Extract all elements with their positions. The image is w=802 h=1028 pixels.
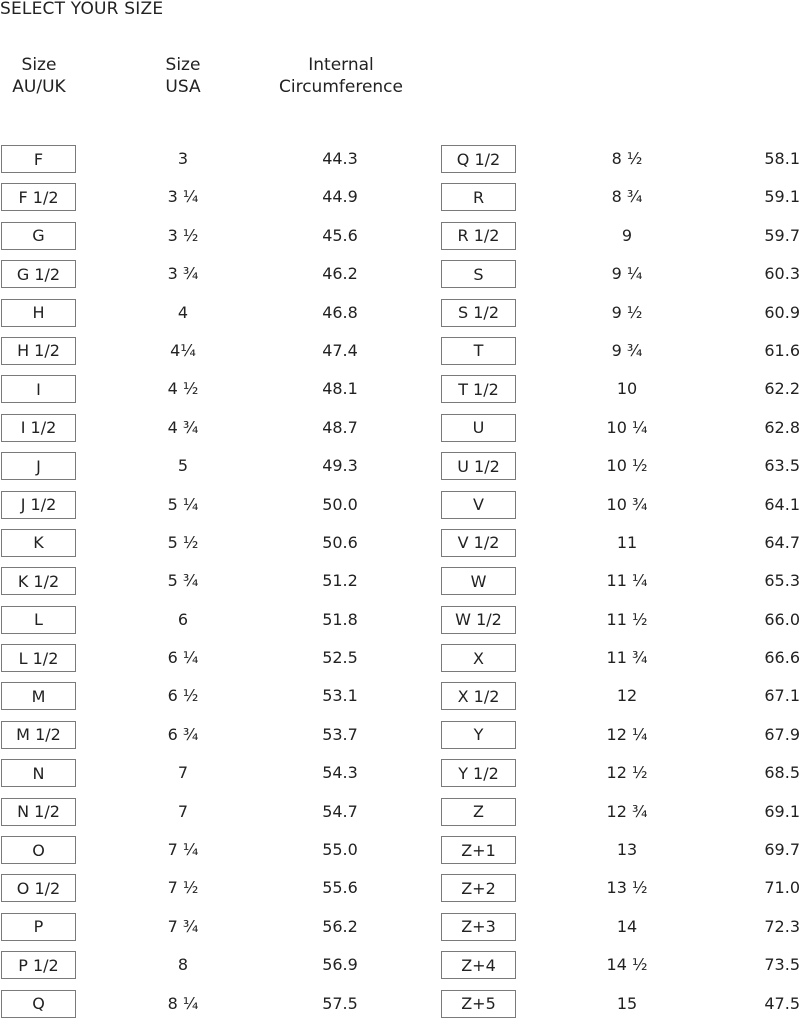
size-option-button[interactable]: Z+5	[441, 990, 516, 1018]
internal-circumference-value: 62.8	[764, 417, 800, 437]
internal-circumference-value: 57.5	[322, 993, 358, 1013]
size-option-button[interactable]: G 1/2	[1, 260, 76, 288]
size-usa-value: 9 ¾	[611, 340, 643, 360]
size-usa-value: 4	[177, 302, 189, 322]
size-option-button[interactable]: X 1/2	[441, 682, 516, 710]
size-option-button[interactable]: T	[441, 337, 516, 365]
size-option-button[interactable]: V 1/2	[441, 529, 516, 557]
size-usa-value: 12 ½	[606, 763, 648, 783]
size-option-button[interactable]: P	[1, 913, 76, 941]
internal-circumference-value: 52.5	[322, 648, 358, 668]
size-option-button[interactable]: Y	[441, 721, 516, 749]
size-usa-value: 12	[616, 686, 638, 706]
size-usa-value: 13	[616, 840, 638, 860]
internal-circumference-value: 56.2	[322, 916, 358, 936]
internal-circumference-value: 54.7	[322, 801, 358, 821]
size-usa-value: 3 ¼	[167, 187, 199, 207]
header-size-au-uk-line1: Size	[21, 55, 57, 75]
header-size-usa	[148, 54, 218, 98]
internal-circumference-value: 45.6	[322, 225, 358, 245]
size-usa-value: 14	[616, 916, 638, 936]
size-option-button[interactable]: P 1/2	[1, 951, 76, 979]
internal-circumference-value: 73.5	[764, 955, 800, 975]
internal-circumference-value: 47.5	[764, 993, 800, 1013]
internal-circumference-value: 72.3	[764, 916, 800, 936]
size-usa-value: 8 ½	[611, 149, 643, 168]
size-usa-value: 6	[177, 609, 189, 629]
size-usa-value: 4 ¾	[167, 417, 199, 437]
internal-circumference-value: 59.1	[764, 187, 800, 207]
size-option-button[interactable]: J	[1, 452, 76, 480]
size-option-button[interactable]: F 1/2	[1, 183, 76, 211]
size-option-button[interactable]: X	[441, 644, 516, 672]
size-usa-value: 13 ½	[606, 878, 648, 898]
internal-circumference-value: 48.1	[322, 379, 358, 399]
size-usa-value: 10	[616, 379, 638, 399]
internal-circumference-value: 50.0	[322, 494, 358, 514]
size-usa-value: 6 ¼	[167, 648, 199, 668]
size-usa-value: 11	[616, 532, 638, 552]
size-option-button[interactable]: F	[1, 145, 76, 173]
internal-circumference-value: 47.4	[322, 340, 358, 360]
size-option-button[interactable]: U 1/2	[441, 452, 516, 480]
size-option-button[interactable]: W	[441, 567, 516, 595]
header-circumference-line1: Internal	[308, 55, 374, 75]
size-usa-value: 14 ½	[606, 955, 648, 975]
size-usa-value: 10 ½	[606, 456, 648, 476]
size-usa-value: 8 ¼	[167, 993, 199, 1013]
size-usa-value: 5 ¾	[167, 571, 199, 591]
size-usa-value: 9 ½	[611, 302, 643, 322]
size-option-button[interactable]: Q	[1, 990, 76, 1018]
internal-circumference-value: 51.2	[322, 571, 358, 591]
internal-circumference-value: 66.6	[764, 648, 800, 668]
size-usa-value: 12 ¾	[606, 801, 648, 821]
size-usa-value: 9 ¼	[611, 264, 643, 284]
size-option-button[interactable]: Q 1/2	[441, 145, 516, 173]
size-option-button[interactable]: M 1/2	[1, 721, 76, 749]
size-usa-value: 7	[177, 763, 189, 783]
internal-circumference-value: 44.3	[322, 149, 358, 168]
internal-circumference-value: 46.2	[322, 264, 358, 284]
size-option-button[interactable]: Z+4	[441, 951, 516, 979]
internal-circumference-value: 54.3	[322, 763, 358, 783]
internal-circumference-value: 56.9	[322, 955, 358, 975]
size-option-button[interactable]: O 1/2	[1, 874, 76, 902]
internal-circumference-value: 67.9	[764, 724, 800, 744]
size-usa-value: 7 ¾	[167, 916, 199, 936]
internal-circumference-value: 66.0	[764, 609, 800, 629]
internal-circumference-value: 64.1	[764, 494, 800, 514]
size-usa-value: 15	[616, 993, 638, 1013]
internal-circumference-value: 51.8	[322, 609, 358, 629]
size-option-button[interactable]: Z+3	[441, 913, 516, 941]
internal-circumference-value: 48.7	[322, 417, 358, 437]
internal-circumference-value: 59.7	[764, 225, 800, 245]
size-usa-value: 5 ½	[167, 532, 199, 552]
size-option-button[interactable]: K	[1, 529, 76, 557]
header-size-au-uk-line2: AU/UK	[12, 77, 66, 97]
size-option-button[interactable]: Z	[441, 798, 516, 826]
internal-circumference-value: 67.1	[764, 686, 800, 706]
size-usa-value: 3 ½	[167, 225, 199, 245]
size-usa-value: 8	[177, 955, 189, 975]
internal-circumference-value: 61.6	[764, 340, 800, 360]
internal-circumference-value: 44.9	[322, 187, 358, 207]
size-usa-value: 10 ¾	[606, 494, 648, 514]
internal-circumference-value: 60.9	[764, 302, 800, 322]
internal-circumference-value: 62.2	[764, 379, 800, 399]
internal-circumference-value: 53.1	[322, 686, 358, 706]
internal-circumference-value: 65.3	[764, 571, 800, 591]
size-usa-value: 7	[177, 801, 189, 821]
size-usa-value: 5	[177, 456, 189, 476]
size-usa-value: 11 ¾	[606, 648, 648, 668]
size-option-button[interactable]: W 1/2	[441, 606, 516, 634]
header-internal-circumference	[262, 54, 420, 98]
internal-circumference-value: 53.7	[322, 724, 358, 744]
size-option-button[interactable]: N 1/2	[1, 798, 76, 826]
size-usa-value: 12 ¼	[606, 724, 648, 744]
size-option-button[interactable]: Z+2	[441, 874, 516, 902]
internal-circumference-value: 69.7	[764, 840, 800, 860]
size-option-button[interactable]: R	[441, 183, 516, 211]
header-circumference-line2: Circumference	[279, 77, 403, 97]
size-option-button[interactable]: L	[1, 606, 76, 634]
internal-circumference-value: 49.3	[322, 456, 358, 476]
size-option-button[interactable]: I 1/2	[1, 414, 76, 442]
size-option-button[interactable]: S 1/2	[441, 299, 516, 327]
size-option-button[interactable]: Y 1/2	[441, 759, 516, 787]
size-usa-value: 6 ¾	[167, 724, 199, 744]
size-option-button[interactable]: M	[1, 682, 76, 710]
size-usa-value: 3	[177, 149, 189, 168]
size-usa-value: 5 ¼	[167, 494, 199, 514]
size-option-button[interactable]: S	[441, 260, 516, 288]
size-usa-value: 11 ¼	[606, 571, 648, 591]
size-option-button[interactable]: V	[441, 491, 516, 519]
size-usa-value: 9	[621, 225, 633, 245]
header-size-usa-line1: Size	[165, 55, 201, 75]
internal-circumference-value: 69.1	[764, 801, 800, 821]
size-usa-value: 11 ½	[606, 609, 648, 629]
size-option-button[interactable]: G	[1, 222, 76, 250]
size-option-button[interactable]: L 1/2	[1, 644, 76, 672]
page-title: SELECT YOUR SIZE	[0, 0, 164, 19]
size-usa-value: 4 ½	[167, 379, 199, 399]
size-usa-value: 4¼	[170, 340, 196, 360]
size-option-button[interactable]: H	[1, 299, 76, 327]
size-option-button[interactable]: O	[1, 836, 76, 864]
size-usa-value: 8 ¾	[611, 187, 643, 207]
internal-circumference-value: 64.7	[764, 532, 800, 552]
size-option-button[interactable]: K 1/2	[1, 567, 76, 595]
internal-circumference-value: 50.6	[322, 532, 358, 552]
size-usa-value: 7 ½	[167, 878, 199, 898]
internal-circumference-value: 63.5	[764, 456, 800, 476]
size-usa-value: 3 ¾	[167, 264, 199, 284]
size-option-button[interactable]: T 1/2	[441, 375, 516, 403]
size-option-button[interactable]: Z+1	[441, 836, 516, 864]
internal-circumference-value: 46.8	[322, 302, 358, 322]
header-size-au-uk	[4, 54, 74, 98]
internal-circumference-value: 71.0	[764, 878, 800, 898]
size-option-button[interactable]: N	[1, 759, 76, 787]
size-usa-value: 7 ¼	[167, 840, 199, 860]
size-option-button[interactable]: J 1/2	[1, 491, 76, 519]
size-option-button[interactable]: H 1/2	[1, 337, 76, 365]
internal-circumference-value: 55.0	[322, 840, 358, 860]
internal-circumference-value: 55.6	[322, 878, 358, 898]
internal-circumference-value: 68.5	[764, 763, 800, 783]
size-option-button[interactable]: I	[1, 375, 76, 403]
size-option-button[interactable]: R 1/2	[441, 222, 516, 250]
internal-circumference-value: 58.1	[764, 149, 800, 168]
size-option-button[interactable]: U	[441, 414, 516, 442]
header-size-usa-line2: USA	[165, 77, 201, 97]
size-usa-value: 6 ½	[167, 686, 199, 706]
size-usa-value: 10 ¼	[606, 417, 648, 437]
internal-circumference-value: 60.3	[764, 264, 800, 284]
